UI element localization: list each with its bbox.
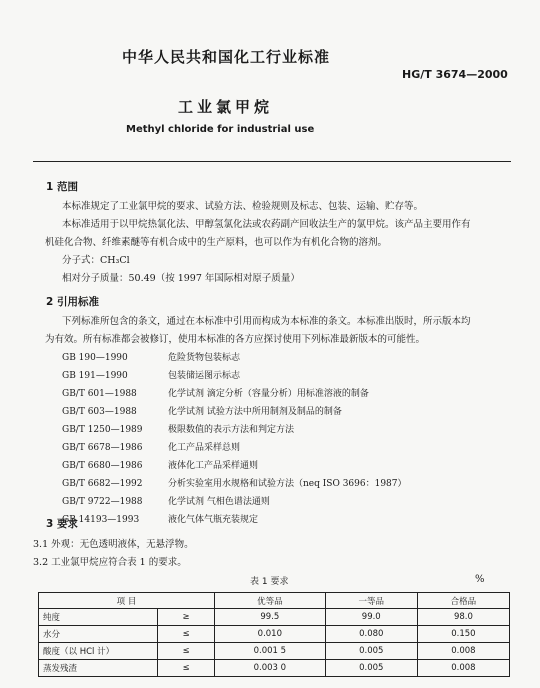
reference-title: 化学试剂 气相色谱法通则 [168, 497, 270, 507]
value-qualified: 0.008 [417, 660, 509, 677]
header-divider [33, 161, 511, 162]
reference-code: GB/T 6682—1992 [62, 479, 143, 489]
document-title: 工业氯甲烷 [178, 98, 274, 116]
issuing-organization: 中华人民共和国化工行业标准 [122, 48, 331, 66]
reference-item [62, 404, 342, 417]
reference-code: GB 191—1990 [62, 371, 128, 381]
row-item-name: 纯度 [39, 609, 158, 626]
section-1-paragraph-2-cont: 机硅化合物、纤维素醚等有机合成中的生产原料，也可以作为有机化合物的溶剂。 [45, 237, 388, 248]
column-header-first-grade: 一等品 [325, 593, 417, 609]
table-unit: % [475, 574, 485, 585]
section-2-paragraph-cont: 为有效。所有标准都会被修订，使用本标准的各方应探讨使用下列标准最新版本的可能性。 [45, 334, 426, 345]
reference-item [62, 368, 240, 381]
reference-code: GB/T 601—1988 [62, 389, 137, 399]
row-operator: ≤ [158, 626, 215, 643]
reference-code: GB/T 9722—1988 [62, 497, 143, 507]
reference-code: GB/T 6680—1986 [62, 461, 143, 471]
reference-item [62, 422, 294, 435]
section-3-heading: 3 要求 [46, 518, 78, 530]
table-row [39, 660, 510, 677]
reference-code: GB/T 6678—1986 [62, 443, 143, 453]
value-first-grade: 99.0 [325, 609, 417, 626]
reference-title: 化工产品采样总则 [168, 443, 241, 453]
reference-item [62, 458, 258, 471]
molecular-formula: 分子式：CH₃Cl [62, 255, 130, 266]
row-operator: ≤ [158, 660, 215, 677]
value-qualified: 0.150 [417, 626, 509, 643]
value-qualified: 0.008 [417, 643, 509, 660]
reference-code: GB/T 1250—1989 [62, 425, 143, 435]
value-superior: 0.010 [215, 626, 326, 643]
column-header-superior: 优等品 [215, 593, 326, 609]
table-row [39, 609, 510, 626]
reference-title: 极限数值的表示方法和判定方法 [168, 425, 295, 435]
section-1-heading: 1 范围 [46, 181, 78, 193]
table-header-row [39, 593, 510, 609]
reference-code: GB 190—1990 [62, 353, 128, 363]
reference-title: 化学试剂 试验方法中所用制剂及制品的制备 [168, 407, 342, 417]
section-2-paragraph: 下列标准所包含的条文，通过在本标准中引用而构成为本标准的条文。本标准出版时，所示版本均 [62, 316, 471, 327]
section-1-paragraph-2: 本标准适用于以甲烷热氯化法、甲醇氢氯化法或农药副产回收法生产的氯甲烷。该产品主要用作有 [62, 219, 471, 230]
value-superior: 0.001 5 [215, 643, 326, 660]
value-first-grade: 0.005 [325, 643, 417, 660]
reference-code: GB/T 603—1988 [62, 407, 137, 417]
reference-item [62, 350, 240, 363]
reference-item [62, 386, 369, 399]
column-header-qualified: 合格品 [417, 593, 509, 609]
table-caption: 表 1 要求 [250, 577, 289, 587]
row-item-name: 酸度（以 HCl 计） [39, 643, 158, 660]
section-1-paragraph-1: 本标准规定了工业氯甲烷的要求、试验方法、检验规则及标志、包装、运输、贮存等。 [62, 201, 424, 212]
reference-title: 分析实验室用水规格和试验方法（neq ISO 3696：1987） [168, 479, 407, 489]
section-2-heading: 2 引用标准 [46, 296, 99, 308]
reference-item [62, 494, 270, 507]
clause-3-2: 3.2 工业氯甲烷应符合表 1 的要求。 [33, 557, 187, 568]
value-first-grade: 0.005 [325, 660, 417, 677]
table-row [39, 643, 510, 660]
reference-item [62, 440, 240, 453]
reference-item [62, 476, 407, 489]
clause-3-1: 3.1 外观：无色透明液体，无悬浮物。 [33, 539, 194, 550]
requirements-table [38, 592, 510, 677]
value-first-grade: 0.080 [325, 626, 417, 643]
reference-title: 液化气体气瓶充装规定 [168, 515, 259, 525]
reference-title: 危险货物包装标志 [168, 353, 241, 363]
document-title-english: Methyl chloride for industrial use [126, 124, 315, 135]
row-item-name: 水分 [39, 626, 158, 643]
value-superior: 99.5 [215, 609, 326, 626]
row-operator: ≤ [158, 643, 215, 660]
reference-item [62, 512, 258, 525]
row-operator: ≥ [158, 609, 215, 626]
value-superior: 0.003 0 [215, 660, 326, 677]
molecular-mass: 相对分子质量：50.49（按 1997 年国际相对原子质量） [62, 273, 300, 284]
standard-number: HG/T 3674—2000 [402, 68, 508, 81]
table-row [39, 626, 510, 643]
reference-code: GB 14193—1993 [62, 515, 140, 525]
column-header-item: 项 目 [39, 593, 215, 609]
reference-title: 包装储运图示标志 [168, 371, 241, 381]
value-qualified: 98.0 [417, 609, 509, 626]
row-item-name: 蒸发残渣 [39, 660, 158, 677]
reference-title: 化学试剂 滴定分析（容量分析）用标准溶液的制备 [168, 389, 369, 399]
reference-title: 液体化工产品采样通则 [168, 461, 259, 471]
